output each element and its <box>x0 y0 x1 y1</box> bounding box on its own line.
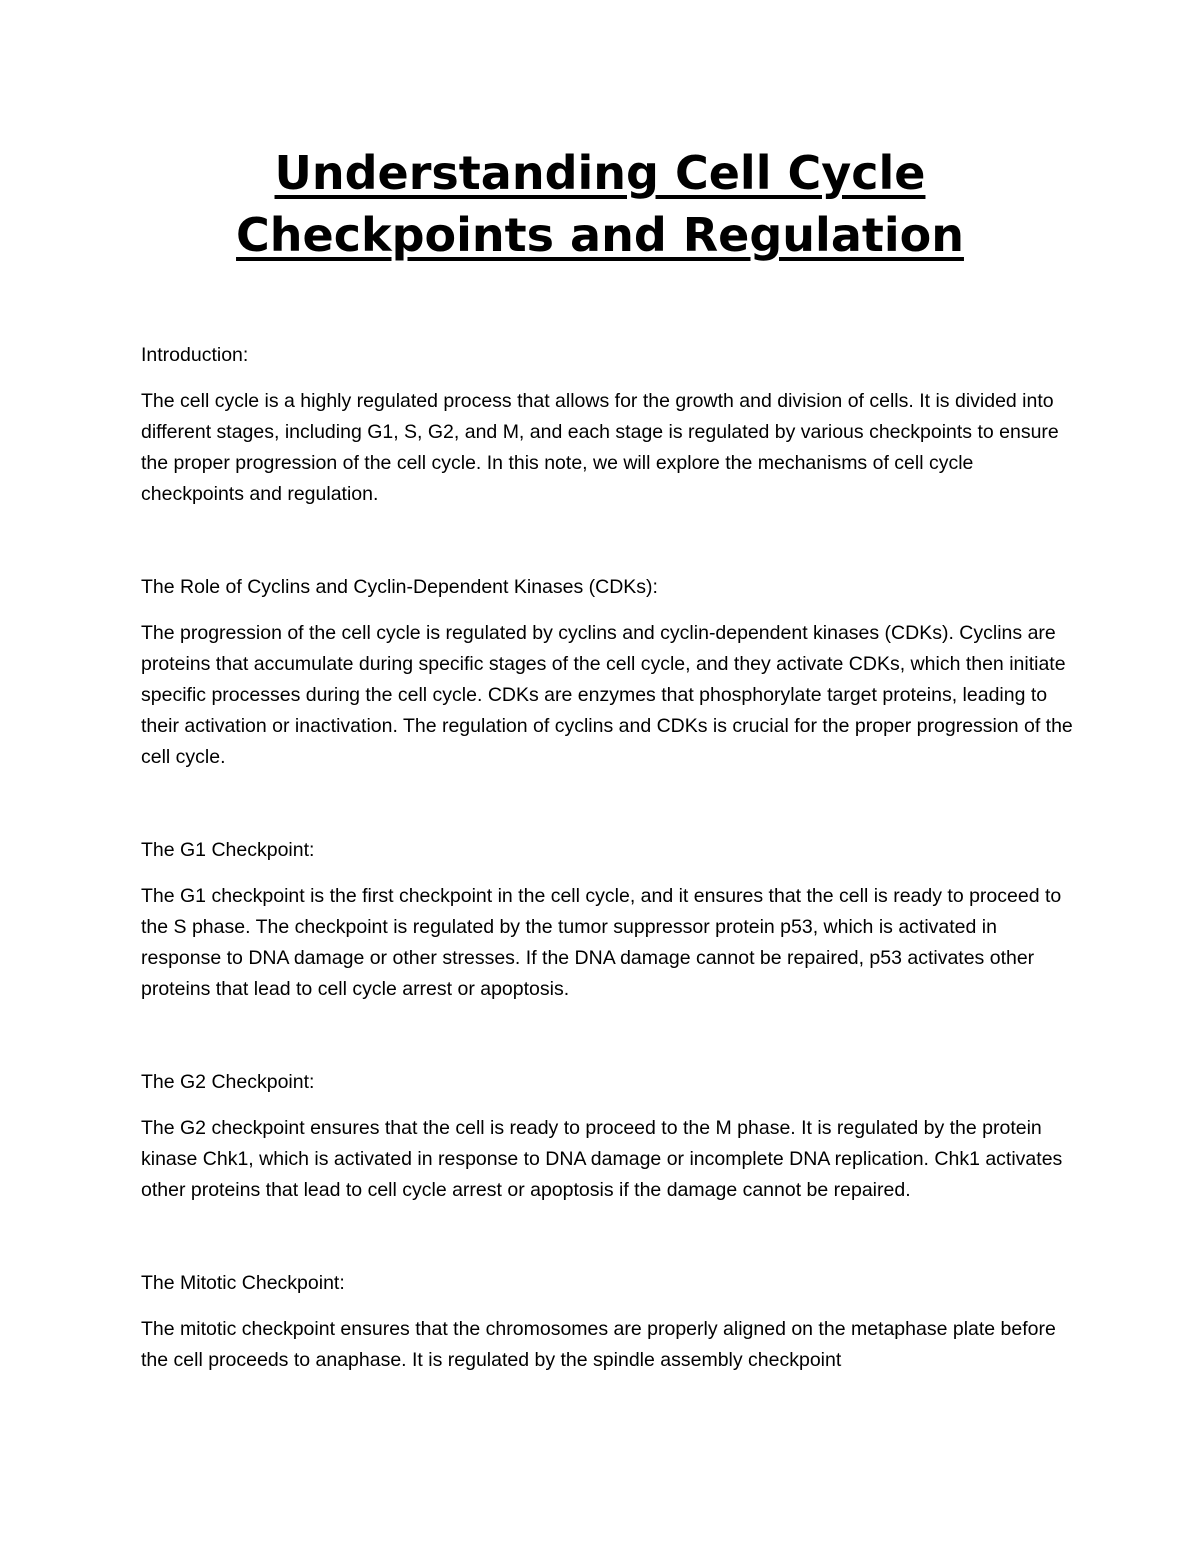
document-title <box>100 142 1100 266</box>
section-paragraph: The cell cycle is a highly regulated process that allows for the growth and division of cells. It is divided into different stages, including G1, S, G2, and M, and each stage is regulated by various checkpoints to ensure the proper progression of the cell cycle. In this note, we will explore the mechanisms of cell cycle checkpoints and regulation. <box>141 390 1059 505</box>
section-heading: The Role of Cyclins and Cyclin-Dependent Kinases (CDKs): <box>141 576 658 598</box>
section-cyclins-cdks <box>141 572 1081 773</box>
section-heading: The G2 Checkpoint: <box>141 1071 315 1093</box>
section-introduction <box>141 340 1081 510</box>
section-heading: Introduction: <box>141 344 249 366</box>
section-paragraph: The progression of the cell cycle is regulated by cyclins and cyclin-dependent kinases (CDKs). Cyclins are proteins that accumulate during specific stages of the cell cycle, and they activate CDKs, which then initiate specific processes during the cell cycle. CDKs are enzymes that phosphorylate target proteins, leading to their activation or inactivation. The regulation of cyclins and CDKs is crucial for the proper progression of the cell cycle. <box>141 622 1073 768</box>
section-paragraph: The G1 checkpoint is the first checkpoint in the cell cycle, and it ensures that the cell is ready to proceed to the S phase. The checkpoint is regulated by the tumor suppressor protein p53, which is activated in response to DNA damage or other stresses. If the DNA damage cannot be repaired, p53 activates other proteins that lead to cell cycle arrest or apoptosis. <box>141 885 1062 1000</box>
section-paragraph: The mitotic checkpoint ensures that the chromosomes are properly aligned on the metaphase plate before the cell proceeds to anaphase. It is regulated by the spindle assembly checkpoint <box>141 1318 1056 1371</box>
title-line-2: Checkpoints and Regulation <box>236 208 964 262</box>
section-paragraph: The G2 checkpoint ensures that the cell is ready to proceed to the M phase. It is regulated by the protein kinase Chk1, which is activated in response to DNA damage or incomplete DNA replication. Chk1 activates other proteins that lead to cell cycle arrest or apoptosis if the damage cannot be repaired. <box>141 1117 1063 1201</box>
section-mitotic-checkpoint <box>141 1268 1081 1376</box>
section-heading: The G1 Checkpoint: <box>141 839 315 861</box>
section-g1-checkpoint <box>141 835 1081 1005</box>
section-g2-checkpoint <box>141 1067 1081 1206</box>
title-line-1: Understanding Cell Cycle <box>274 146 926 200</box>
section-heading: The Mitotic Checkpoint: <box>141 1272 345 1294</box>
document-body <box>141 340 1081 1438</box>
